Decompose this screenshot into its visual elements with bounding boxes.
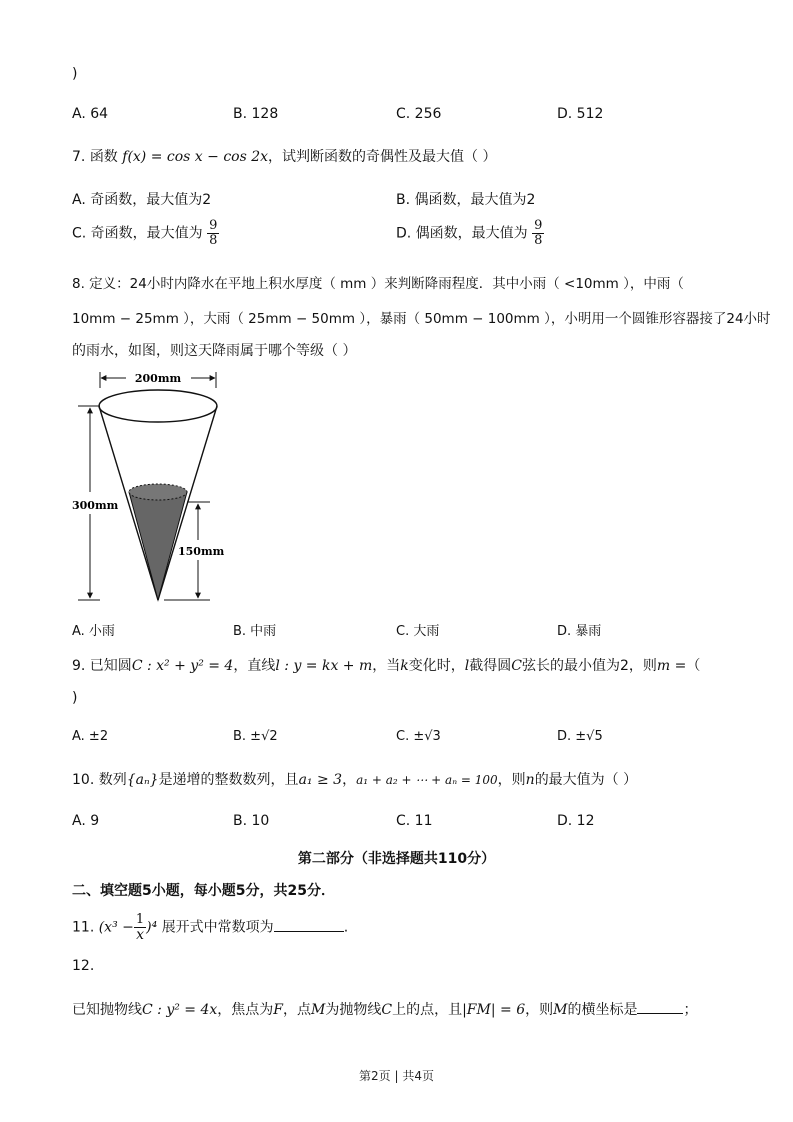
question-9 bbox=[72, 655, 700, 675]
q9-text-5: 截得圆 bbox=[469, 658, 512, 674]
q10-condition-1: a₁ ≥ 3 bbox=[298, 772, 343, 788]
q9-line-equation: l : y = kx + m bbox=[275, 658, 373, 674]
q11-expr-pre: (x³ − bbox=[98, 919, 134, 936]
q11-text: 展开式中常数项为 bbox=[161, 919, 274, 936]
q7-lead: 函数 bbox=[89, 149, 118, 165]
page-footer: 第2页 | 共4页 bbox=[359, 1069, 434, 1083]
q9-option-c: C. ±√3 bbox=[396, 729, 441, 744]
q12-text-1: 已知抛物线 bbox=[72, 1002, 142, 1018]
q7-number: 7. bbox=[72, 149, 86, 165]
q9-text-2: ，直线 bbox=[233, 658, 276, 674]
q10-comma: ， bbox=[342, 772, 357, 788]
q11-fraction: $\frac{1}{x}$ bbox=[135, 912, 145, 943]
q11-expr-post: )⁴ bbox=[146, 919, 158, 936]
q8-option-b: B. 中雨 bbox=[233, 624, 277, 639]
q10-lead: 10. 数列 bbox=[72, 772, 127, 788]
q7-option-d bbox=[396, 219, 544, 248]
q10-option-d: D. 12 bbox=[557, 813, 595, 829]
q12-answer-blank[interactable] bbox=[637, 1013, 683, 1014]
q7-function: f(x) = cos x − cos 2x bbox=[122, 149, 269, 165]
q6-option-a: A. 64 bbox=[72, 106, 109, 122]
q6-option-c: C. 256 bbox=[396, 106, 442, 122]
q9-text-4: 变化时， bbox=[408, 658, 465, 674]
q11-answer-blank[interactable] bbox=[274, 931, 344, 932]
question-6-closing-paren: ) bbox=[72, 66, 78, 82]
q8-option-c: C. 大雨 bbox=[396, 624, 440, 639]
q10-tail-1: ，则 bbox=[497, 772, 526, 788]
q8-line-3: 的雨水，如图，则这天降雨属于哪个等级（ ） bbox=[72, 343, 357, 359]
q12-text-6: ，则 bbox=[525, 1002, 554, 1018]
cone-height-label: 300mm bbox=[72, 499, 119, 512]
q12-fm: |FM| = 6 bbox=[462, 1002, 526, 1018]
q10-option-a: A. 9 bbox=[72, 813, 100, 829]
q6-option-d: D. 512 bbox=[557, 106, 604, 122]
section-2-title: 二、填空题5小题，每小题5分，共25分． bbox=[72, 883, 335, 899]
q9-text-3: ，当 bbox=[372, 658, 401, 674]
q7-tail: ，试判断函数的奇偶性及最大值（ ） bbox=[268, 149, 497, 165]
q7-option-d-label: D. 偶函数，最大值为 bbox=[396, 225, 528, 242]
q8-line-1: 8. 定义：24小时内降水在平地上积水厚度（ mm ）来判断降雨程度．其中小雨（ <10mm ），中雨（ bbox=[72, 276, 684, 292]
q12-F: F bbox=[273, 1002, 284, 1018]
q8-line-2: 10mm − 25mm ），大雨（ 25mm − 50mm ），暴雨（ 50mm − 100mm ），小明用一个圆锥形容器接了24小时 bbox=[72, 311, 771, 327]
q9-option-d: D. ±√5 bbox=[557, 729, 603, 744]
question-7 bbox=[72, 146, 497, 166]
q10-option-c: C. 11 bbox=[396, 813, 433, 829]
q9-option-b: B. ±√2 bbox=[233, 729, 278, 744]
q9-circle-equation: C : x² + y² = 4 bbox=[131, 658, 234, 674]
q7-option-b: B. 偶函数，最大值为2 bbox=[396, 192, 536, 208]
water-height-label: 150mm bbox=[178, 545, 225, 558]
question-12 bbox=[72, 999, 697, 1019]
q9-m: m = bbox=[656, 658, 687, 674]
q12-text-2: ，焦点为 bbox=[217, 1002, 274, 1018]
q7-option-c-fraction: $\frac{9}{8}$ bbox=[209, 218, 218, 248]
q9-text-7: （ bbox=[686, 658, 701, 674]
q7-option-c bbox=[72, 219, 219, 248]
q9-text-1: 9. 已知圆 bbox=[72, 658, 132, 674]
q12-end: ； bbox=[683, 1002, 698, 1018]
q10-condition-2: a₁ + a₂ + ⋯ + aₙ = 100 bbox=[356, 773, 498, 787]
q12-C: C bbox=[381, 1002, 393, 1018]
q9-C: C bbox=[511, 658, 522, 674]
q8-option-d: D. 暴雨 bbox=[557, 624, 602, 639]
q12-parabola: C : y² = 4x bbox=[142, 1002, 218, 1018]
q9-closing-paren: ) bbox=[72, 690, 78, 706]
q12-M: M bbox=[311, 1002, 326, 1018]
q8-option-a: A. 小雨 bbox=[72, 624, 115, 639]
q10-option-b: B. 10 bbox=[233, 813, 270, 829]
q10-sequence: {aₙ} bbox=[126, 772, 159, 788]
q11-end: . bbox=[343, 919, 349, 936]
q9-text-6: 弦长的最小值为2，则 bbox=[521, 658, 657, 674]
q6-option-b: B. 128 bbox=[233, 106, 279, 122]
q12-number: 12. bbox=[72, 958, 95, 974]
q7-option-c-label: C. 奇函数，最大值为 bbox=[72, 225, 203, 242]
q12-M2: M bbox=[553, 1002, 568, 1018]
q10-n: n bbox=[525, 772, 535, 788]
q7-option-a: A. 奇函数，最大值为2 bbox=[72, 192, 212, 208]
cone-figure bbox=[70, 368, 230, 608]
cone-width-label: 200mm bbox=[134, 372, 182, 385]
question-10 bbox=[72, 769, 637, 789]
q10-tail-2: 的最大值为（ ） bbox=[534, 772, 638, 788]
q7-option-d-fraction: $\frac{9}{8}$ bbox=[534, 218, 543, 248]
q9-l: l bbox=[464, 658, 470, 674]
q9-k: k bbox=[400, 658, 409, 674]
question-11 bbox=[72, 913, 348, 942]
q12-text-5: 上的点，且 bbox=[392, 1002, 463, 1018]
q10-mid: 是递增的整数数列，且 bbox=[158, 772, 299, 788]
q9-option-a: A. ±2 bbox=[72, 729, 109, 744]
q12-text-7: 的横坐标是 bbox=[567, 1002, 638, 1018]
q12-text-3: ，点 bbox=[283, 1002, 312, 1018]
q11-number: 11. bbox=[72, 919, 95, 936]
q12-text-4: 为抛物线 bbox=[325, 1002, 382, 1018]
part-2-title: 第二部分（非选择题共110分） bbox=[297, 851, 496, 867]
